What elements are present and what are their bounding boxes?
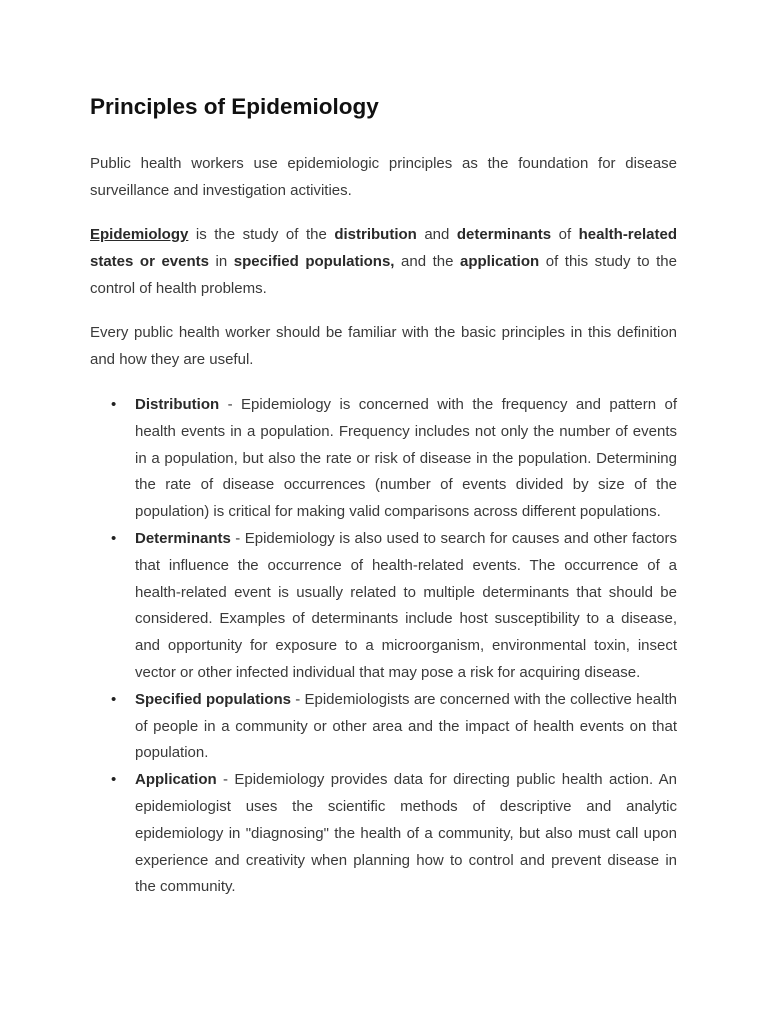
bullet-icon: • bbox=[111, 771, 117, 789]
definition-text-6: of this study to the control of health problems. bbox=[90, 253, 677, 297]
bullet-icon: • bbox=[111, 396, 117, 413]
list-item-term: Determinants bbox=[135, 529, 231, 547]
list-item-application bbox=[90, 767, 677, 901]
list-item-text: - Epidemiology provides data for directing public health action. An epidemiologist uses the scientific methods of descriptive and analytic epidemiology in "diagnosing" the health of a community, but also must call upon experience and creativity when planning how to control and prevent disease in the community. bbox=[135, 771, 677, 896]
definition-term: Epidemiology bbox=[90, 226, 189, 243]
definition-populations: specified populations, bbox=[233, 253, 395, 270]
definition-text-3: of bbox=[551, 226, 579, 243]
principles-list bbox=[90, 392, 677, 901]
definition-text-4: in bbox=[208, 253, 234, 270]
definition-states: health-related states or events bbox=[90, 226, 677, 270]
list-item-text: - Epidemiology is concerned with the frequency and pattern of health events in a population. Frequency includes not only the number of events in a population, but also the rate or risk of disease in the population. Determining the rate of disease occurrences (number of events divided by size of the population) is critical for making valid comparisons across different populations. bbox=[135, 396, 677, 521]
definition-text-2: and bbox=[416, 226, 457, 243]
intro-paragraph: Public health workers use epidemiologic principles as the foundation for disease surveillance and investigation activities. bbox=[90, 155, 677, 199]
list-item-text: - Epidemiology is also used to search for causes and other factors that influence the occurrence of health-related events. The occurrence of a health-related event is usually related to multiple determinants that should be considered. Examples of determinants include host susceptibility to a disease, and opportunity for exposure to a microorganism, environmental toxin, insect vector or other infected individual that may pose a risk for acquiring disease. bbox=[135, 529, 677, 681]
bullet-icon: • bbox=[111, 690, 117, 708]
list-item-specified-populations bbox=[90, 687, 677, 767]
definition-distribution: distribution bbox=[334, 226, 417, 243]
definition-determinants: determinants bbox=[456, 226, 552, 243]
list-item-term: Application bbox=[135, 771, 217, 789]
bullet-icon: • bbox=[111, 529, 117, 547]
definition-application: application bbox=[460, 253, 540, 270]
list-item-text: - Epidemiologists are concerned with the collective health of people in a community or other area and the impact of health events on that population. bbox=[135, 690, 677, 762]
definition-text-5: and the bbox=[394, 253, 460, 270]
list-item-distribution bbox=[90, 392, 677, 526]
list-item-term: Distribution bbox=[135, 396, 220, 413]
list-item-determinants bbox=[90, 526, 677, 687]
definition-paragraph bbox=[90, 221, 677, 302]
page-title: Principles of Epidemiology bbox=[90, 94, 379, 119]
document-page bbox=[90, 92, 677, 901]
list-item-term: Specified populations bbox=[135, 690, 291, 708]
definition-text-1: is the study of the bbox=[188, 226, 335, 243]
familiarity-paragraph: Every public health worker should be familiar with the basic principles in this definition and how they are useful. bbox=[90, 324, 677, 368]
